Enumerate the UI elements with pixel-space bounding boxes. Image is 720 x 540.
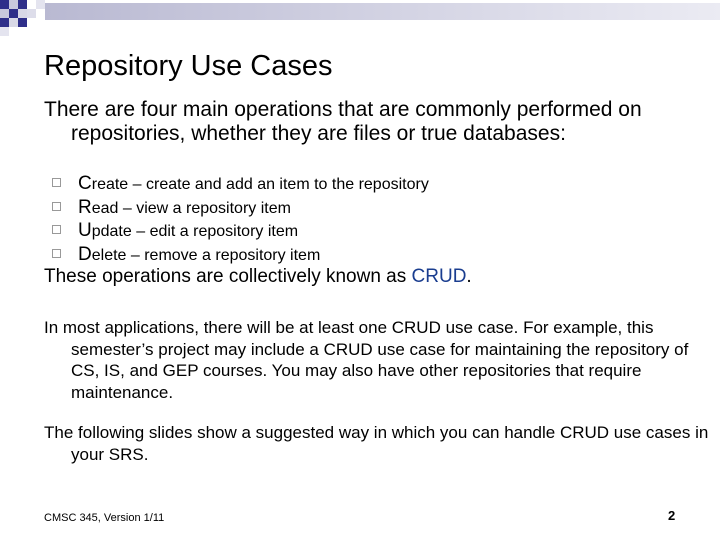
header-decoration — [0, 0, 720, 40]
slide-title: Repository Use Cases — [44, 50, 333, 82]
operation-description: ead – view a repository item — [91, 199, 291, 217]
operation-letter: D — [78, 243, 92, 265]
slide-footer: CMSC 345, Version 1/11 — [44, 512, 165, 524]
square-bullet-icon — [52, 249, 61, 258]
operation-item-create — [78, 172, 429, 196]
applications-paragraph: In most applications, there will be at least one CRUD use case. For example, this semester’s project may include a CRUD use case for maintaining the repository of CS, IS, and GEP courses. You may also have other repositories that require maintenance. — [44, 318, 689, 402]
operation-letter: U — [78, 220, 92, 241]
crud-term: CRUD — [411, 266, 467, 287]
intro-paragraph: There are four main operations that are commonly performed on repositories, whether they are files or true databases: — [44, 98, 642, 145]
operation-description: pdate – edit a repository item — [91, 223, 299, 240]
square-bullet-icon — [52, 178, 61, 187]
summary-text: These operations are collectively known as — [44, 266, 412, 287]
following-slides-paragraph: The following slides show a suggested way in which you can handle CRUD use cases in your SRS. — [44, 423, 709, 464]
operation-item-update — [78, 219, 429, 243]
operation-description: elete – remove a repository item — [91, 246, 321, 264]
operation-description: reate – create and add an item to the repository — [91, 176, 429, 193]
operation-item-delete — [78, 243, 429, 267]
operation-item-read — [78, 196, 429, 220]
square-bullet-icon — [52, 225, 61, 234]
square-bullet-icon — [52, 202, 61, 211]
page-number: 2 — [668, 508, 676, 523]
summary-period: . — [466, 266, 472, 287]
operations-list — [78, 172, 429, 266]
operation-letter: C — [78, 173, 92, 194]
operation-letter: R — [78, 196, 92, 218]
crud-summary — [44, 265, 720, 289]
